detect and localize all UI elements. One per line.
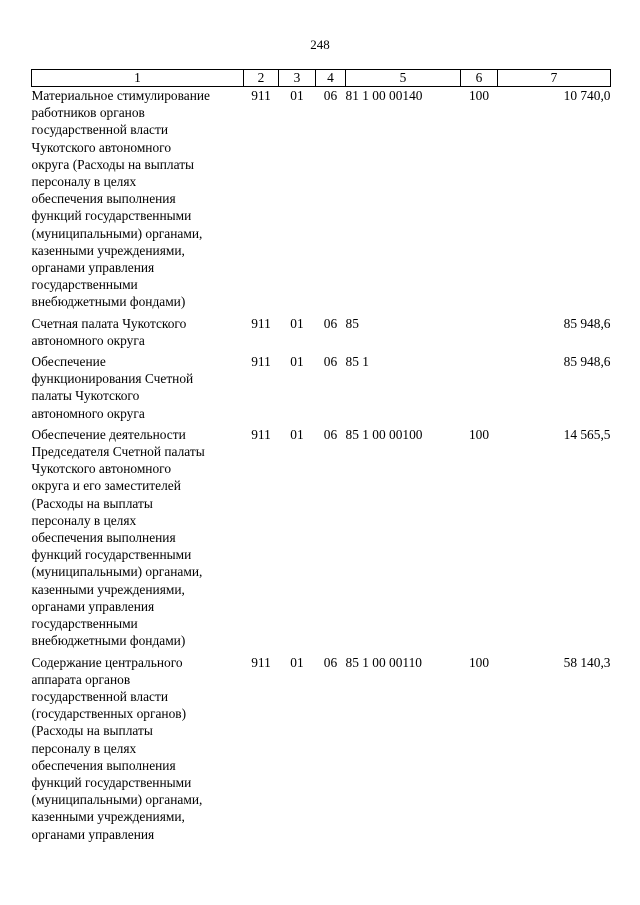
expense-type-code xyxy=(461,349,498,422)
column-header-6: 6 xyxy=(461,70,498,87)
name-line: функций государственными xyxy=(31,547,192,563)
name-line: Материальное стимулирование xyxy=(31,88,210,103)
subsection-code: 06 xyxy=(323,354,338,370)
expense-type-code: 100 xyxy=(468,88,490,103)
name-line: обеспечения выполнения xyxy=(31,191,176,207)
subsection-code: 06 xyxy=(323,654,338,670)
amount-value: 85 948,6 xyxy=(563,354,611,370)
expense-type-code: 100 xyxy=(468,426,490,442)
column-header-7: 7 xyxy=(498,70,611,87)
name-line: работников органов xyxy=(31,105,145,121)
name-line: государственной власти xyxy=(31,122,169,138)
target-article-code: 85 xyxy=(345,315,359,331)
table-row xyxy=(32,311,611,349)
name-line: обеспечения выполнения xyxy=(31,530,176,546)
section-code: 01 xyxy=(290,426,304,442)
name-line: автономного округа xyxy=(31,405,145,421)
name-line: Обеспечение xyxy=(31,354,106,370)
name-line: функционирования Счетной xyxy=(31,371,194,387)
expense-type-code: 100 xyxy=(468,654,490,670)
name-line: внебюджетными фондами) xyxy=(31,633,186,649)
name-line: казенными учреждениями, xyxy=(31,809,185,825)
name-line: государственными xyxy=(31,277,138,293)
table-row xyxy=(32,87,611,311)
budget-table xyxy=(31,69,611,843)
name-line: органами управления xyxy=(31,598,155,614)
section-code: 01 xyxy=(290,88,304,103)
amount-value: 58 140,3 xyxy=(563,654,611,670)
name-line: (муниципальными) органами, xyxy=(31,564,203,580)
expense-type-code xyxy=(461,311,498,349)
name-line: функций государственными xyxy=(31,208,192,224)
name-line: Счетная палата Чукотского xyxy=(31,315,187,331)
name-line: (Расходы на выплаты xyxy=(31,723,153,739)
expense-item-name xyxy=(32,349,244,422)
name-line: аппарата органов xyxy=(31,671,131,687)
name-line: органами управления xyxy=(31,260,155,276)
name-line: Председателя Счетной палаты xyxy=(31,444,205,460)
column-header-2: 2 xyxy=(244,70,279,87)
column-header-1: 1 xyxy=(32,70,244,87)
name-line: автономного округа xyxy=(31,332,145,348)
name-line: персоналу в целях xyxy=(31,740,137,756)
table-row xyxy=(32,650,611,843)
expense-item-name xyxy=(32,87,244,311)
expense-item-name xyxy=(32,311,244,349)
name-line: государственными xyxy=(31,616,138,632)
name-line: Чукотского автономного xyxy=(31,461,172,477)
amount-value: 14 565,5 xyxy=(563,426,611,442)
column-header-4: 4 xyxy=(316,70,346,87)
name-line: (муниципальными) органами, xyxy=(31,792,203,808)
page-number: 248 xyxy=(310,37,330,52)
name-line: Обеспечение деятельности xyxy=(31,426,186,442)
section-code: 01 xyxy=(290,354,304,370)
name-line: обеспечения выполнения xyxy=(31,757,176,773)
ministry-code: 911 xyxy=(251,315,271,331)
table-row xyxy=(32,349,611,422)
ministry-code: 911 xyxy=(251,88,271,103)
name-line: (Расходы на выплаты xyxy=(31,495,153,511)
ministry-code: 911 xyxy=(251,354,271,370)
name-line: функций государственными xyxy=(31,774,192,790)
target-article-code: 85 1 00 00110 xyxy=(345,654,422,670)
amount-value: 10 740,0 xyxy=(563,88,611,103)
name-line: казенными учреждениями, xyxy=(31,242,185,258)
target-article-code: 85 1 xyxy=(345,354,369,370)
name-line: (муниципальными) органами, xyxy=(31,225,203,241)
name-line: Чукотского автономного xyxy=(31,139,172,155)
target-article-code: 85 1 00 00100 xyxy=(345,426,423,442)
subsection-code: 06 xyxy=(323,426,338,442)
column-header-3: 3 xyxy=(279,70,316,87)
name-line: государственной власти xyxy=(31,688,169,704)
section-code: 01 xyxy=(290,315,304,331)
name-line: органами управления xyxy=(31,826,155,842)
name-line: казенными учреждениями, xyxy=(31,581,185,597)
name-line: (государственных органов) xyxy=(31,706,187,722)
subsection-code: 06 xyxy=(323,88,338,103)
expense-item-name xyxy=(32,422,244,650)
name-line: округа и его заместителей xyxy=(31,478,181,494)
target-article-code: 81 1 00 00140 xyxy=(345,88,423,103)
ministry-code: 911 xyxy=(251,654,271,670)
name-line: внебюджетными фондами) xyxy=(31,294,186,310)
ministry-code: 911 xyxy=(251,426,271,442)
table-header-row xyxy=(32,70,611,87)
name-line: палаты Чукотского xyxy=(31,388,140,404)
table-row xyxy=(32,422,611,650)
expense-item-name xyxy=(32,650,244,843)
subsection-code: 06 xyxy=(323,315,338,331)
column-header-5: 5 xyxy=(346,70,461,87)
name-line: Содержание центрального xyxy=(31,654,183,670)
amount-value: 85 948,6 xyxy=(563,315,611,331)
name-line: округа (Расходы на выплаты xyxy=(31,156,195,172)
table-body xyxy=(32,87,611,843)
section-code: 01 xyxy=(290,654,304,670)
name-line: персоналу в целях xyxy=(31,512,137,528)
name-line: персоналу в целях xyxy=(31,174,137,190)
